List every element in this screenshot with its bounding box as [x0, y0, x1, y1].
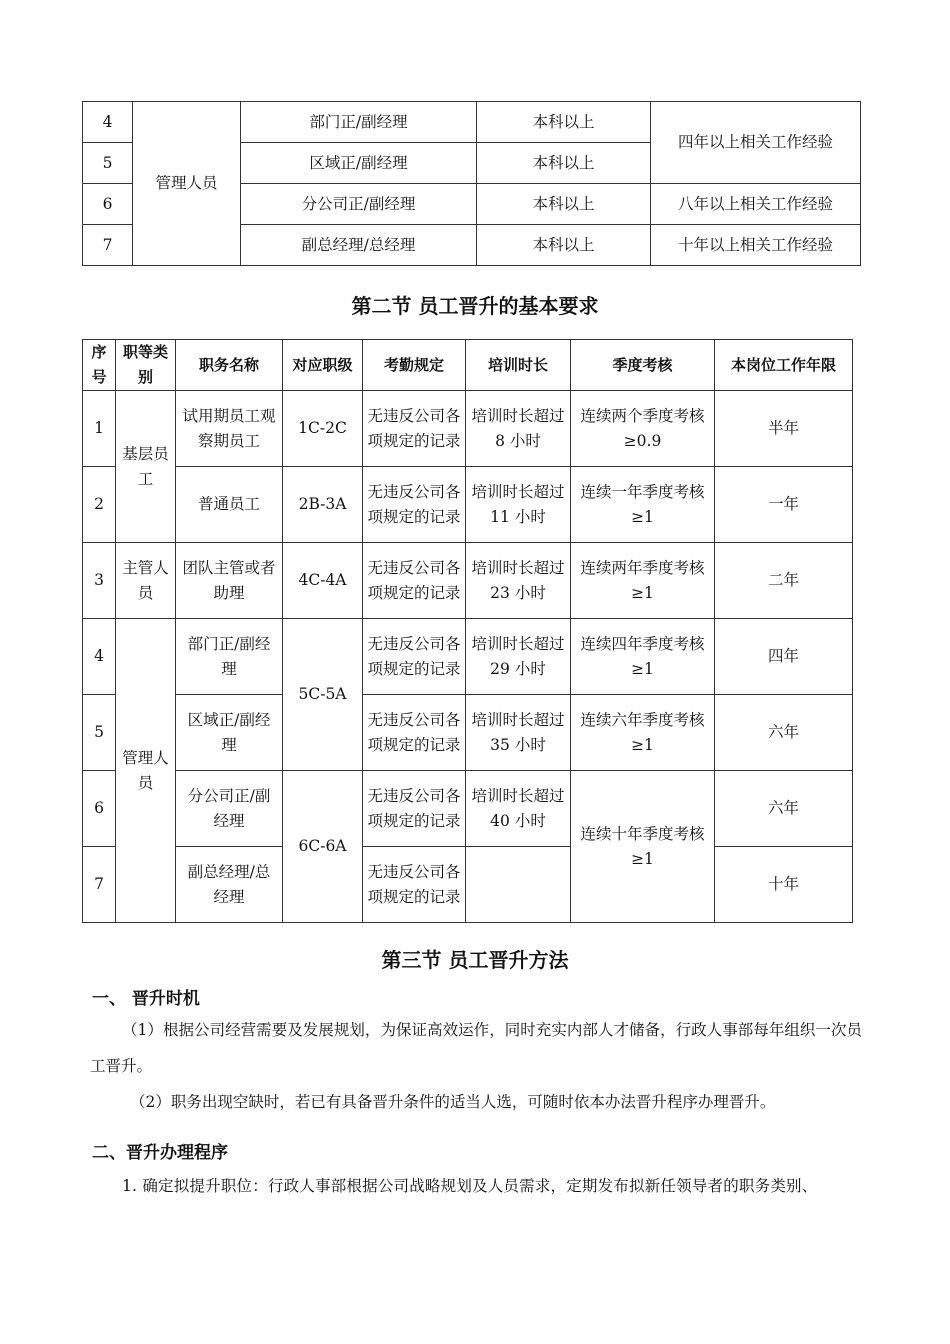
row-number: 5 — [83, 695, 116, 771]
experience-cell: 八年以上相关工作经验 — [651, 184, 861, 225]
table-row — [83, 847, 853, 923]
table-row — [83, 391, 853, 467]
title-cell: 普通员工 — [176, 467, 283, 543]
attendance-cell: 无违反公司各项规定的记录 — [363, 619, 466, 695]
years-cell: 六年 — [715, 695, 853, 771]
attendance-cell: 无违反公司各项规定的记录 — [363, 695, 466, 771]
experience-cell: 四年以上相关工作经验 — [651, 102, 861, 184]
assessment-cell: 连续两个季度考核≥0.9 — [571, 391, 715, 467]
training-cell: 培训时长超过 8 小时 — [466, 391, 571, 467]
header-title: 职务名称 — [176, 340, 283, 391]
category-cell: 基层员工 — [116, 391, 176, 543]
table-row — [83, 619, 853, 695]
assessment-cell: 连续六年季度考核≥1 — [571, 695, 715, 771]
title-cell: 部门正/副经理 — [176, 619, 283, 695]
training-cell: 培训时长超过 29 小时 — [466, 619, 571, 695]
training-cell: 培训时长超过 11 小时 — [466, 467, 571, 543]
education-cell: 本科以上 — [477, 102, 651, 143]
header-no: 序号 — [83, 340, 116, 391]
table-header-row — [83, 340, 853, 391]
table-row — [83, 102, 861, 143]
years-cell: 一年 — [715, 467, 853, 543]
grade-cell: 5C-5A — [283, 619, 363, 771]
header-training: 培训时长 — [466, 340, 571, 391]
paragraph-3: 1. 确定拟提升职位：行政人事部根据公司战略规划及人员需求，定期发布拟新任领导者的职务类别、 — [122, 1177, 818, 1195]
paragraph-2: （2）职务出现空缺时，若已有具备晋升条件的适当人选，可随时依本办法晋升程序办理晋升。 — [130, 1093, 776, 1111]
training-cell: 培训时长超过 23 小时 — [466, 543, 571, 619]
heading-promotion-procedure: 二、晋升办理程序 — [92, 1143, 228, 1163]
category-cell: 管理人员 — [133, 102, 241, 266]
table-row — [83, 543, 853, 619]
heading-promotion-timing: 一、 晋升时机 — [92, 989, 200, 1009]
row-number: 1 — [83, 391, 116, 467]
title-cell: 分公司正/副经理 — [176, 771, 283, 847]
row-number: 7 — [83, 225, 133, 266]
position-cell: 副总经理/总经理 — [241, 225, 477, 266]
position-cell: 部门正/副经理 — [241, 102, 477, 143]
assessment-cell: 连续十年季度考核≥1 — [571, 771, 715, 923]
table-row — [83, 771, 853, 847]
grade-cell: 4C-4A — [283, 543, 363, 619]
title-cell: 副总经理/总经理 — [176, 847, 283, 923]
experience-table — [82, 101, 861, 266]
position-cell: 分公司正/副经理 — [241, 184, 477, 225]
training-cell — [466, 847, 571, 923]
paragraph-1: （1）根据公司经营需要及发展规划，为保证高效运作，同时充实内部人才储备，行政人事部每年组织一次员工晋升。 — [90, 1021, 862, 1075]
grade-cell: 6C-6A — [283, 771, 363, 923]
title-cell: 区域正/副经理 — [176, 695, 283, 771]
header-years: 本岗位工作年限 — [715, 340, 853, 391]
education-cell: 本科以上 — [477, 184, 651, 225]
position-cell: 区域正/副经理 — [241, 143, 477, 184]
attendance-cell: 无违反公司各项规定的记录 — [363, 543, 466, 619]
row-number: 6 — [83, 771, 116, 847]
row-number: 6 — [83, 184, 133, 225]
title-cell: 团队主管或者助理 — [176, 543, 283, 619]
experience-cell: 十年以上相关工作经验 — [651, 225, 861, 266]
header-grade: 对应职级 — [283, 340, 363, 391]
row-number: 7 — [83, 847, 116, 923]
training-cell: 培训时长超过 40 小时 — [466, 771, 571, 847]
assessment-cell: 连续两年季度考核≥1 — [571, 543, 715, 619]
years-cell: 六年 — [715, 771, 853, 847]
header-category: 职等类别 — [116, 340, 176, 391]
education-cell: 本科以上 — [477, 225, 651, 266]
row-number: 4 — [83, 619, 116, 695]
years-cell: 二年 — [715, 543, 853, 619]
promotion-requirements-table — [82, 339, 853, 923]
row-number: 4 — [83, 102, 133, 143]
section-2-title: 第二节 员工晋升的基本要求 — [351, 294, 599, 318]
category-cell: 主管人员 — [116, 543, 176, 619]
table-row — [83, 467, 853, 543]
row-number: 3 — [83, 543, 116, 619]
assessment-cell: 连续四年季度考核≥1 — [571, 619, 715, 695]
table-row — [83, 695, 853, 771]
attendance-cell: 无违反公司各项规定的记录 — [363, 847, 466, 923]
assessment-cell: 连续一年季度考核≥1 — [571, 467, 715, 543]
grade-cell: 2B-3A — [283, 467, 363, 543]
grade-cell: 1C-2C — [283, 391, 363, 467]
attendance-cell: 无违反公司各项规定的记录 — [363, 391, 466, 467]
row-number: 5 — [83, 143, 133, 184]
title-cell: 试用期员工观察期员工 — [176, 391, 283, 467]
years-cell: 十年 — [715, 847, 853, 923]
training-cell: 培训时长超过 35 小时 — [466, 695, 571, 771]
section-3-title: 第三节 员工晋升方法 — [381, 948, 569, 972]
category-cell: 管理人员 — [116, 619, 176, 923]
row-number: 2 — [83, 467, 116, 543]
years-cell: 半年 — [715, 391, 853, 467]
years-cell: 四年 — [715, 619, 853, 695]
attendance-cell: 无违反公司各项规定的记录 — [363, 771, 466, 847]
attendance-cell: 无违反公司各项规定的记录 — [363, 467, 466, 543]
header-assessment: 季度考核 — [571, 340, 715, 391]
header-attendance: 考勤规定 — [363, 340, 466, 391]
education-cell: 本科以上 — [477, 143, 651, 184]
